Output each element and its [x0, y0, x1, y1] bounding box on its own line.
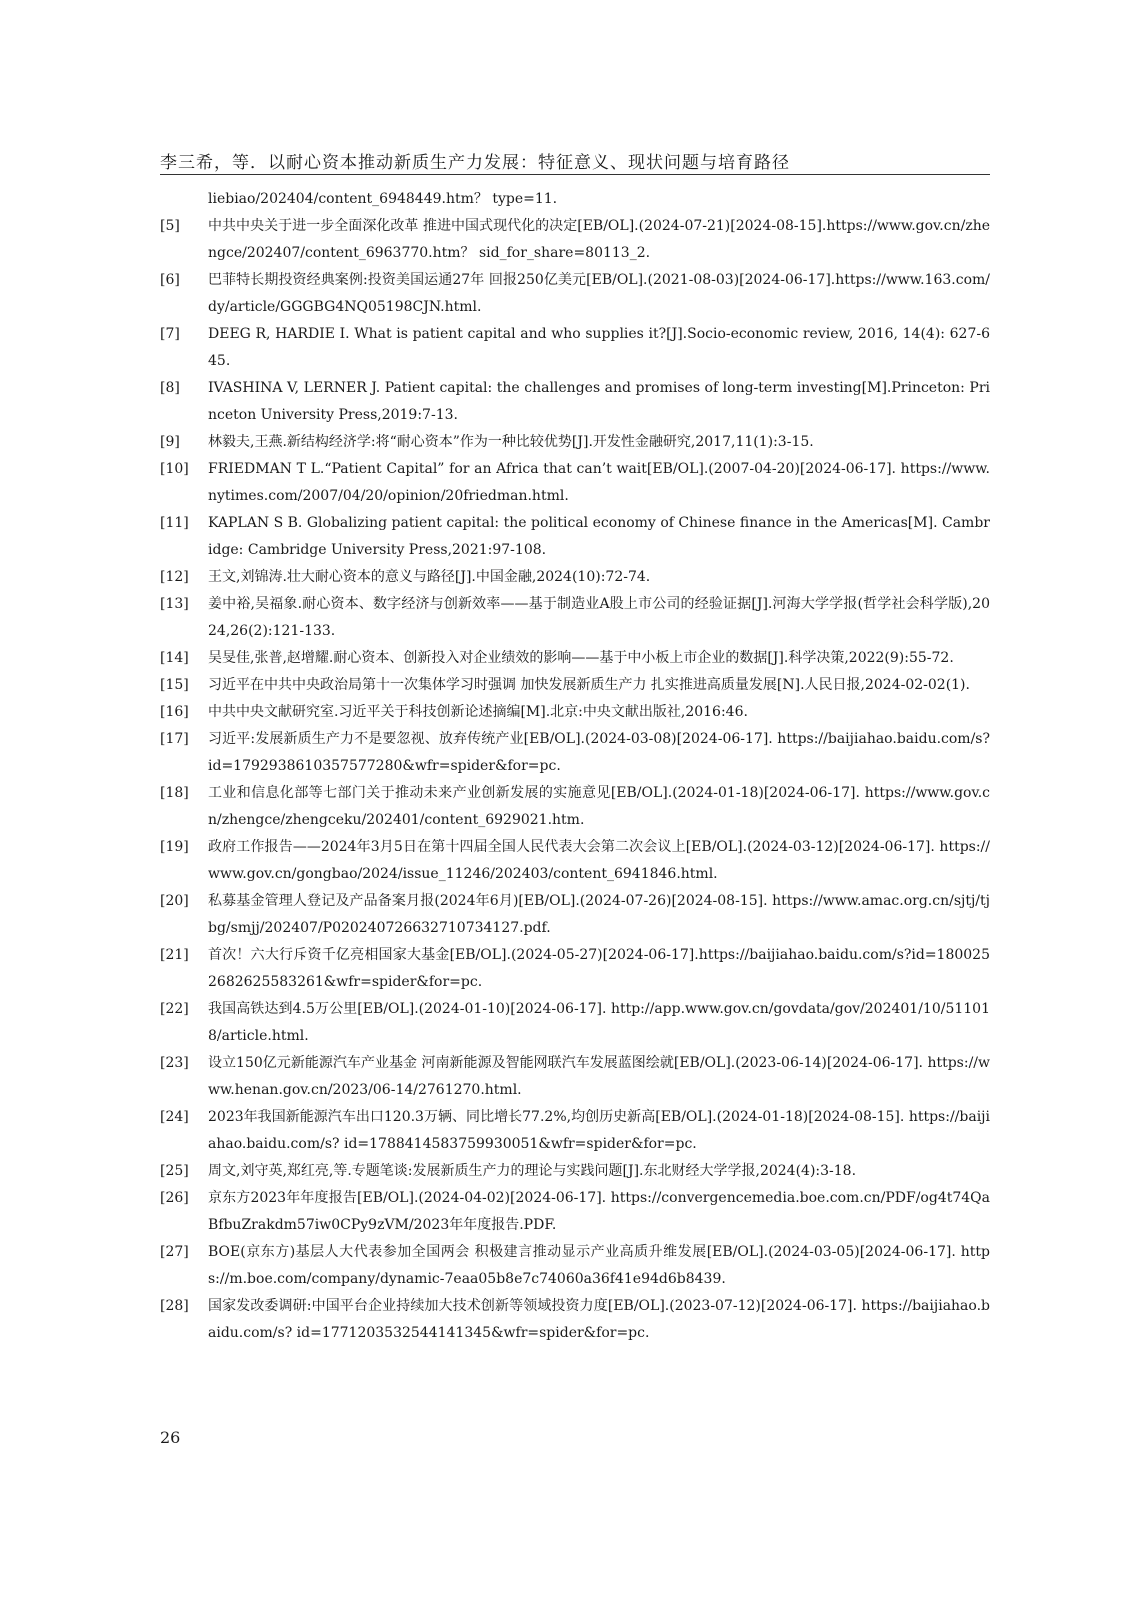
reference-item — [160, 1239, 990, 1293]
reference-text: 吴旻佳,张普,赵增耀.耐心资本、创新投入对企业绩效的影响——基于中小板上市企业的数据[J].科学决策,2022(9):55-72. — [208, 650, 954, 666]
reference-number: [27] — [160, 1244, 189, 1260]
reference-number: [16] — [160, 704, 189, 720]
reference-text: 中共中央文献研究室.习近平关于科技创新论述摘编[M].北京:中央文献出版社,2016:46. — [208, 704, 748, 720]
reference-number: [25] — [160, 1163, 189, 1179]
reference-item — [160, 672, 990, 699]
reference-text: 中共中央关于进一步全面深化改革 推进中国式现代化的决定[EB/OL].(2024-07-21)[2024-08-15].https://www.gov.cn/zhengce/202407/content_6963770.htm？ sid_for_share=80113_2. — [208, 218, 990, 261]
reference-number: [6] — [160, 272, 180, 288]
reference-list — [160, 186, 990, 1347]
reference-continued — [160, 186, 990, 213]
reference-text: BOE(京东方)基层人大代表参加全国两会 积极建言推动显示产业高质升维发展[EB/OL].(2024-03-05)[2024-06-17]. https://m.boe.com/company/dynamic-7eaa05b8e7c74060a36f41e94d6b8439. — [208, 1244, 990, 1287]
reference-text: IVASHINA V, LERNER J. Patient capital: the challenges and promises of long-term investing[M].Princeton: Princeton University Press,2019:7-13. — [208, 380, 990, 423]
reference-item — [160, 321, 990, 375]
reference-item — [160, 267, 990, 321]
reference-number: [19] — [160, 839, 189, 855]
reference-item — [160, 645, 990, 672]
reference-text: FRIEDMAN T L.“Patient Capital” for an Africa that can’t wait[EB/OL].(2007-04-20)[2024-06-17]. https://www.nytimes.com/2007/04/20/opinion/20friedman.html. — [208, 461, 990, 504]
reference-text: 我国高铁达到4.5万公里[EB/OL].(2024-01-10)[2024-06-17]. http://app.www.gov.cn/govdata/gov/202401/10/511018/article.html. — [208, 1001, 990, 1044]
reference-text: 工业和信息化部等七部门关于推动未来产业创新发展的实施意见[EB/OL].(2024-01-18)[2024-06-17]. https://www.gov.cn/zhengce/zhengceku/202401/content_6929021.htm. — [208, 785, 990, 828]
reference-item — [160, 996, 990, 1050]
reference-item — [160, 942, 990, 996]
reference-item — [160, 429, 990, 456]
reference-text: 国家发改委调研:中国平台企业持续加大技术创新等领域投资力度[EB/OL].(2023-07-12)[2024-06-17]. https://baijiahao.baidu.com/s? id=1771203532544141345&wfr=spider&for=pc. — [208, 1298, 990, 1341]
reference-item — [160, 1185, 990, 1239]
reference-number: [14] — [160, 650, 189, 666]
reference-item — [160, 375, 990, 429]
reference-text: 周文,刘守英,郑红亮,等.专题笔谈:发展新质生产力的理论与实践问题[J].东北财经大学学报,2024(4):3-18. — [208, 1163, 857, 1179]
reference-item — [160, 888, 990, 942]
reference-text: 王文,刘锦涛.壮大耐心资本的意义与路径[J].中国金融,2024(10):72-74. — [208, 569, 651, 585]
reference-number: [26] — [160, 1190, 189, 1206]
reference-number: [21] — [160, 947, 189, 963]
reference-number: [13] — [160, 596, 189, 612]
reference-item — [160, 699, 990, 726]
header-rule — [160, 174, 990, 175]
reference-number: [23] — [160, 1055, 189, 1071]
reference-text: 2023年我国新能源汽车出口120.3万辆、同比增长77.2%,均创历史新高[EB/OL].(2024-01-18)[2024-08-15]. https://baijiahao.baidu.com/s? id=1788414583759930051&wfr=spider&for=pc. — [208, 1109, 990, 1152]
page-number: 26 — [160, 1428, 181, 1447]
reference-number: [8] — [160, 380, 180, 396]
reference-text: 林毅夫,王燕.新结构经济学:将“耐心资本”作为一种比较优势[J].开发性金融研究,2017,11(1):3-15. — [208, 434, 814, 450]
reference-text: 习近平在中共中央政治局第十一次集体学习时强调 加快发展新质生产力 扎实推进高质量发展[N].人民日报,2024-02-02(1). — [208, 677, 970, 693]
reference-text: 姜中裕,吴福象.耐心资本、数字经济与创新效率——基于制造业A股上市公司的经验证据[J].河海大学学报(哲学社会科学版),2024,26(2):121-133. — [208, 596, 990, 639]
reference-text: KAPLAN S B. Globalizing patient capital: the political economy of Chinese finance in the Americas[M]. Cambridge: Cambridge University Press,2021:97-108. — [208, 515, 990, 558]
reference-item — [160, 834, 990, 888]
reference-text: 私募基金管理人登记及产品备案月报(2024年6月)[EB/OL].(2024-07-26)[2024-08-15]. https://www.amac.org.cn/sjtj/tjbg/smjj/202407/P020240726632710734127.pdf. — [208, 893, 990, 936]
reference-number: [7] — [160, 326, 180, 342]
reference-item — [160, 726, 990, 780]
reference-item — [160, 1104, 990, 1158]
reference-item — [160, 1050, 990, 1104]
reference-number: [10] — [160, 461, 189, 477]
reference-number: [9] — [160, 434, 180, 450]
reference-number: [18] — [160, 785, 189, 801]
reference-item — [160, 456, 990, 510]
reference-number: [11] — [160, 515, 189, 531]
reference-item — [160, 213, 990, 267]
reference-number: [12] — [160, 569, 189, 585]
reference-item — [160, 591, 990, 645]
reference-number: [28] — [160, 1298, 189, 1314]
reference-item — [160, 1158, 990, 1185]
reference-number: [15] — [160, 677, 189, 693]
reference-text: 京东方2023年年度报告[EB/OL].(2024-04-02)[2024-06-17]. https://convergencemedia.boe.com.cn/PDF/og4t74QaBfbuZrakdm57iw0CPy9zVM/2023年年度报告.PDF. — [208, 1190, 990, 1233]
reference-number: [22] — [160, 1001, 189, 1017]
reference-text: 习近平:发展新质生产力不是要忽视、放弃传统产业[EB/OL].(2024-03-08)[2024-06-17]. https://baijiahao.baidu.com/s? id=1792938610357577280&wfr=spider&for=pc. — [208, 731, 990, 774]
reference-item — [160, 1293, 990, 1347]
reference-text: 设立150亿元新能源汽车产业基金 河南新能源及智能网联汽车发展蓝图绘就[EB/OL].(2023-06-14)[2024-06-17]. https://www.henan.gov.cn/2023/06-14/2761270.html. — [208, 1055, 990, 1098]
reference-text: DEEG R, HARDIE I. What is patient capital and who supplies it?[J].Socio-economic review, 2016, 14(4): 627-645. — [208, 326, 990, 369]
reference-number: [20] — [160, 893, 189, 909]
reference-number: [24] — [160, 1109, 189, 1125]
reference-number: [17] — [160, 731, 189, 747]
running-title: 李三希，等．以耐心资本推动新质生产力发展：特征意义、现状问题与培育路径 — [160, 153, 790, 173]
reference-number: [5] — [160, 218, 180, 234]
reference-text: 政府工作报告——2024年3月5日在第十四届全国人民代表大会第二次会议上[EB/OL].(2024-03-12)[2024-06-17]. https://www.gov.cn/gongbao/2024/issue_11246/202403/content_6941846.html. — [208, 839, 990, 882]
reference-item — [160, 510, 990, 564]
reference-text: liebiao/202404/content_6948449.htm？ type=11. — [208, 191, 558, 207]
reference-item — [160, 564, 990, 591]
reference-item — [160, 780, 990, 834]
reference-text: 首次！六大行斥资千亿亮相国家大基金[EB/OL].(2024-05-27)[2024-06-17].https://baijiahao.baidu.com/s?id=1800252682625583261&wfr=spider&for=pc. — [208, 947, 990, 990]
reference-text: 巴菲特长期投资经典案例:投资美国运通27年 回报250亿美元[EB/OL].(2021-08-03)[2024-06-17].https://www.163.com/dy/article/GGGBG4NQ05198CJN.html. — [208, 272, 990, 315]
